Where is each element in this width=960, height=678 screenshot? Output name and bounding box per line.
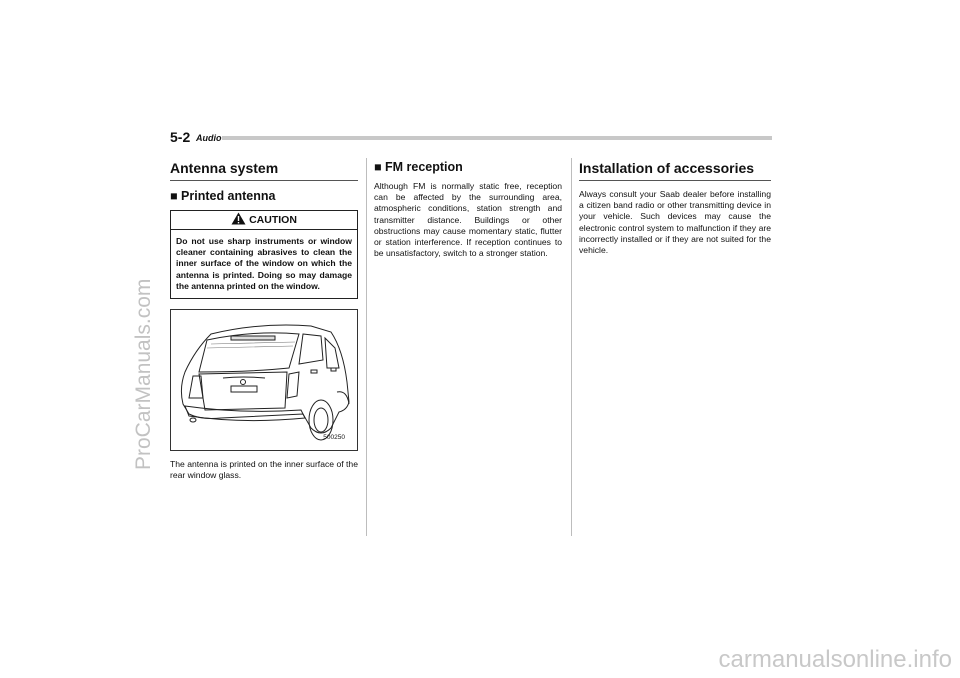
caution-title: CAUTION — [249, 214, 297, 226]
column-divider-1 — [366, 158, 367, 536]
fm-reception-text: Although FM is normally static free, reception can be affected by the surrounding area, atmospheric conditions, station strength and transmitter distance. Buildings or other obstructions may cause momentary static, flutter or station interference. If reception continues to be unsatisfactory, switch to a stronger station. — [374, 181, 562, 259]
warning-triangle-icon — [231, 212, 246, 228]
caution-header — [171, 211, 357, 230]
figure-code: 500250 — [323, 434, 345, 442]
heading-antenna-system: Antenna system — [170, 160, 358, 181]
subheading-fm-reception: ■ FM reception — [374, 160, 463, 174]
column-divider-2 — [571, 158, 572, 536]
page-number: 5-2 — [170, 129, 191, 145]
header-rule — [222, 136, 772, 140]
column-fm-reception — [374, 160, 562, 259]
heading-installation-accessories: Installation of accessories — [579, 160, 771, 181]
subheading-printed-antenna: ■ Printed antenna — [170, 189, 276, 203]
column-antenna-system — [170, 160, 358, 481]
watermark-procarmanuals: ProCarManuals.com — [132, 278, 155, 470]
caution-box — [170, 210, 358, 299]
car-rear-illustration — [171, 310, 359, 450]
section-name: Audio — [196, 133, 222, 143]
watermark-carmanualsonline: carmanualsonline.info — [718, 646, 952, 673]
page-header — [170, 129, 772, 149]
column-installation-accessories — [579, 160, 771, 256]
antenna-description: The antenna is printed on the inner surface of the rear window glass. — [170, 459, 358, 481]
caution-text: Do not use sharp instruments or window cleaner containing abrasives to clean the inner surface of the window on which the antenna is printed. Doing so may damage the antenna printed on the window. — [176, 236, 352, 291]
installation-accessories-text: Always consult your Saab dealer before installing a citizen band radio or other transmitting device in your vehicle. Such devices may cause the electronic control system to malfunction if they are incorrectly installed or if they are not suited for the vehicle. — [579, 189, 771, 256]
rear-window-antenna-figure — [170, 309, 358, 451]
